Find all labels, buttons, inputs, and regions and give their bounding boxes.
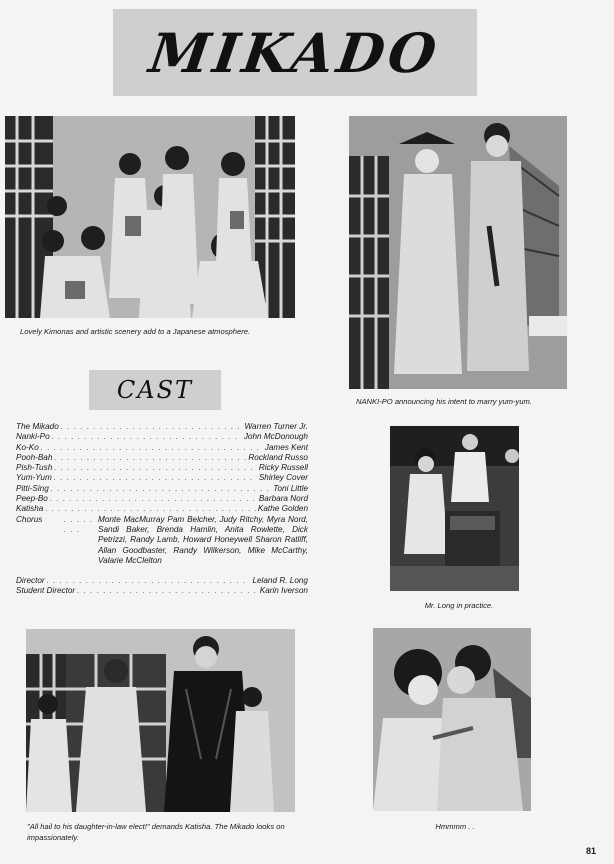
staff-name: Karin Iverson xyxy=(259,586,308,596)
page-title: MIKADO xyxy=(145,20,445,85)
staff-role: Student Director xyxy=(16,586,76,596)
page-number: 81 xyxy=(586,846,597,856)
cast-actor: Rockland Russo xyxy=(248,452,308,462)
photo-katisha-mikado xyxy=(26,629,295,812)
cast-actor: Shirley Cover xyxy=(258,473,308,483)
cast-role: The Mikado xyxy=(16,422,59,431)
photo-nanki-po xyxy=(349,116,567,389)
photo-kimono-scene xyxy=(5,116,295,318)
chorus-role: Chorus xyxy=(16,514,43,524)
staff-row xyxy=(16,586,308,596)
cast-role: Yum-Yum xyxy=(16,473,52,483)
cast-actor: Ricky Russell xyxy=(258,463,308,473)
caption-katisha: "All hail to his daughter-in-law elect!" demands Katisha. The Mikado looks on impassionately. xyxy=(27,822,285,842)
staff-role: Director xyxy=(16,576,45,586)
cast-row xyxy=(16,504,308,514)
cast-actor: Kathe Golden xyxy=(257,504,308,514)
cast-role: Pish-Tush xyxy=(16,463,53,473)
cast-row xyxy=(16,422,308,432)
cast-row xyxy=(16,473,308,483)
caption-hmmmm: Hmmmm . . xyxy=(435,822,475,831)
chorus-names: Monte MacMurray Pam Belcher, Judy Ritchy, Myra Nord, Sandi Baker, Brenda Hamlin, Anita Rowlette, Dick Petrizzi, Randy Lamb, Howard Honeywell Sharon Ratliff, Allan Goodbaster, Randy Wilkerson, Mike McCarthy, Valarie McClelton xyxy=(98,514,308,565)
cast-heading-banner xyxy=(89,370,221,410)
cast-role: Pitti-Sing xyxy=(16,483,49,493)
cast-role: Ko-Ko xyxy=(16,442,39,452)
cast-actor: Warren Turner Jr. xyxy=(244,422,308,431)
chorus-row xyxy=(16,515,308,566)
cast-row xyxy=(16,432,308,442)
cast-actor: Toni Little xyxy=(273,483,308,493)
cast-actor: James Kent xyxy=(264,442,308,452)
staff-row xyxy=(16,576,308,586)
photo-hmmmm xyxy=(373,628,531,811)
cast-row xyxy=(16,494,308,504)
cast-actor: John McDonough xyxy=(243,432,308,442)
cast-role: Katisha xyxy=(16,504,44,514)
cast-role: Nanki-Po xyxy=(16,432,50,442)
title-banner xyxy=(113,9,477,96)
cast-row xyxy=(16,463,308,473)
caption-mr-long: Mr. Long in practice. xyxy=(424,601,494,610)
caption-nanki-po: NANKI-PO announcing his intent to marry yum-yum. xyxy=(356,397,532,406)
cast-actor: Barbara Nord xyxy=(258,494,308,504)
cast-role: Pooh-Bah xyxy=(16,452,53,462)
cast-role: Peep-Bo xyxy=(16,494,48,504)
caption-kimono-scene: Lovely Kimonas and artistic scenery add to a Japanese atmosphere. xyxy=(20,327,251,336)
staff-name: Leland R. Long xyxy=(252,576,308,586)
cast-heading: CAST xyxy=(116,376,194,404)
chorus-dots: . . . . . . . . xyxy=(64,514,94,534)
cast-row xyxy=(16,453,308,463)
cast-row xyxy=(16,443,308,453)
photo-mr-long xyxy=(390,426,519,591)
cast-row xyxy=(16,484,308,494)
cast-list xyxy=(16,422,308,597)
